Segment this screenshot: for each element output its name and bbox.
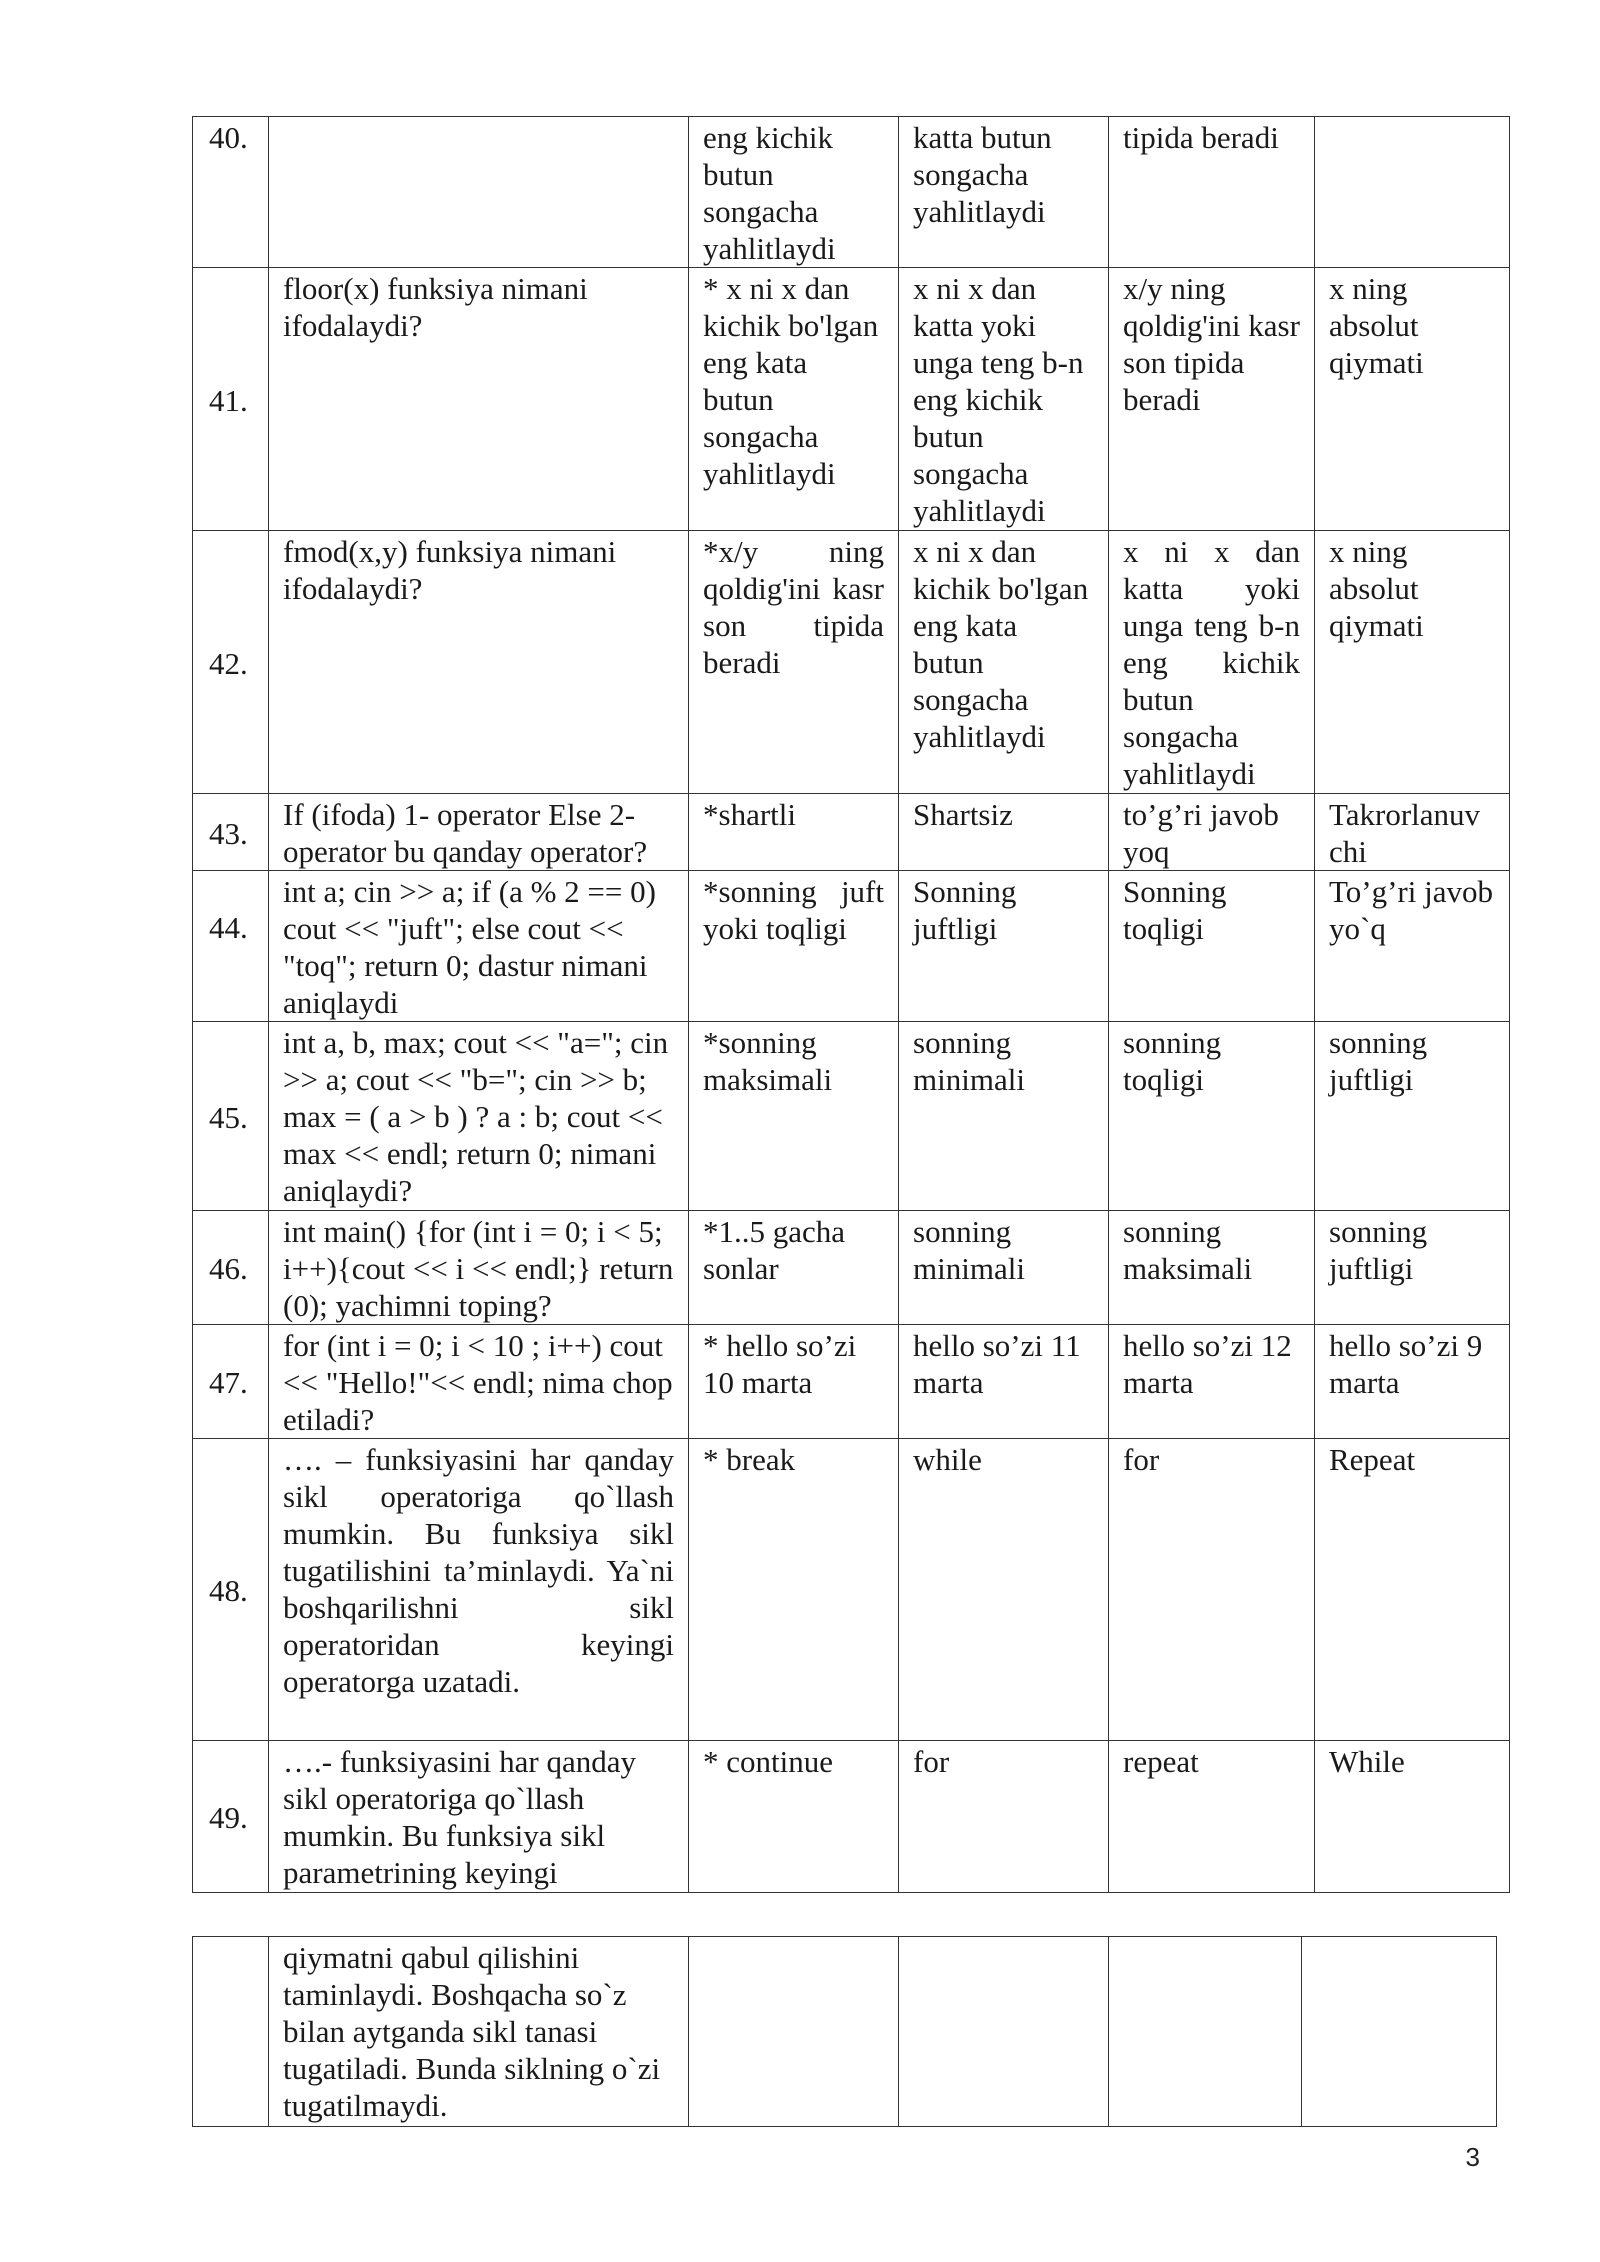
option-2-cell: katta butun songacha yahlitlaydi xyxy=(899,117,1109,268)
option-1-cell: * hello so’zi 10 marta xyxy=(689,1325,899,1439)
option-3-cell: hello so’zi 12 marta xyxy=(1109,1325,1315,1439)
question-cell: fmod(x,y) funksiya nimani ifodalaydi? xyxy=(269,531,689,794)
row-number: 49. xyxy=(193,1741,269,1893)
question-cell: If (ifoda) 1- operator Else 2- operator bu qanday operator? xyxy=(269,794,689,871)
page-number: 3 xyxy=(1465,2142,1480,2172)
option-3-cell: tipida beradi xyxy=(1109,117,1315,268)
option-2-cell xyxy=(899,1937,1109,2127)
option-4-cell: Takrorlanuv chi xyxy=(1315,794,1510,871)
question-cell: for (int i = 0; i < 10 ; i++) cout << "Hello!"<< endl; nima chop etiladi? xyxy=(269,1325,689,1439)
option-2-cell: sonning minimali xyxy=(899,1211,1109,1325)
table-row xyxy=(193,794,1510,871)
row-number: 42. xyxy=(193,531,269,794)
option-4-cell: Repeat xyxy=(1315,1439,1510,1741)
option-3-cell: for xyxy=(1109,1439,1315,1741)
option-3-cell: sonning toqligi xyxy=(1109,1022,1315,1211)
row-number xyxy=(193,1937,269,2127)
option-4-cell: sonning juftligi xyxy=(1315,1211,1510,1325)
question-cell: floor(x) funksiya nimani ifodalaydi? xyxy=(269,268,689,531)
table-row xyxy=(193,1439,1510,1741)
option-1-cell: * x ni x dan kichik bo'lgan eng kata butun songacha yahlitlaydi xyxy=(689,268,899,531)
question-cell xyxy=(269,117,689,268)
question-cell: int main() {for (int i = 0; i < 5; i++){cout << i << endl;} return (0); yachimni toping? xyxy=(269,1211,689,1325)
question-cell: int a, b, max; cout << "a="; cin >> a; cout << "b="; cin >> b; max = ( a > b ) ? a : b; cout << max << endl; return 0; nimani aniqlaydi? xyxy=(269,1022,689,1211)
option-4-cell xyxy=(1315,117,1510,268)
option-1-cell: *sonning juft yoki toqligi xyxy=(689,871,899,1022)
row-number: 41. xyxy=(193,268,269,531)
option-2-cell: sonning minimali xyxy=(899,1022,1109,1211)
option-4-cell: hello so’zi 9 marta xyxy=(1315,1325,1510,1439)
row-number: 43. xyxy=(193,794,269,871)
row-number: 46. xyxy=(193,1211,269,1325)
option-3-cell: to’g’ri javob yoq xyxy=(1109,794,1315,871)
row-number: 40. xyxy=(193,117,269,268)
option-3-cell: x ni x dan katta yoki unga teng b-n eng kichik butun songacha yahlitlaydi xyxy=(1109,531,1315,794)
option-3-cell: sonning maksimali xyxy=(1109,1211,1315,1325)
option-1-cell: *1..5 gacha sonlar xyxy=(689,1211,899,1325)
question-cell: ….- funksiyasini har qanday sikl operatoriga qo`llash mumkin. Bu funksiya sikl parametrining keyingi xyxy=(269,1741,689,1893)
option-3-cell xyxy=(1109,1937,1302,2127)
table-row xyxy=(193,1022,1510,1211)
option-2-cell: while xyxy=(899,1439,1109,1741)
option-2-cell: Shartsiz xyxy=(899,794,1109,871)
option-3-cell: x/y ning qoldig'ini kasr son tipida beradi xyxy=(1109,268,1315,531)
row-number: 47. xyxy=(193,1325,269,1439)
quiz-table xyxy=(192,116,1510,1893)
option-4-cell: While xyxy=(1315,1741,1510,1893)
option-4-cell: x ning absolut qiymati xyxy=(1315,531,1510,794)
table-row xyxy=(193,1325,1510,1439)
option-1-cell xyxy=(689,1937,899,2127)
row-number: 48. xyxy=(193,1439,269,1741)
option-1-cell: *sonning maksimali xyxy=(689,1022,899,1211)
option-1-cell: *shartli xyxy=(689,794,899,871)
table-row xyxy=(193,117,1510,268)
option-2-cell: for xyxy=(899,1741,1109,1893)
option-1-cell: * break xyxy=(689,1439,899,1741)
option-4-cell: sonning juftligi xyxy=(1315,1022,1510,1211)
option-2-cell: hello so’zi 11 marta xyxy=(899,1325,1109,1439)
option-2-cell: x ni x dan kichik bo'lgan eng kata butun songacha yahlitlaydi xyxy=(899,531,1109,794)
option-4-cell xyxy=(1302,1937,1497,2127)
option-4-cell: x ning absolut qiymati xyxy=(1315,268,1510,531)
question-cell: …. – funksiyasini har qanday sikl operatoriga qo`llash mumkin. Bu funksiya sikl tugatilishini ta’minlaydi. Ya`ni boshqarilishni sikl operatoridan keyingi operatorga uzatadi. xyxy=(269,1439,689,1741)
question-cell: int a; cin >> a; if (a % 2 == 0) cout << "juft"; else cout << "toq"; return 0; dastur nimani aniqlaydi xyxy=(269,871,689,1022)
question-cell: qiymatni qabul qilishini taminlaydi. Boshqacha so`z bilan aytganda sikl tanasi tugatiladi. Bunda siklning o`zi tugatilmaydi. xyxy=(269,1937,689,2127)
option-1-cell: * continue xyxy=(689,1741,899,1893)
table-row xyxy=(193,531,1510,794)
row-number: 45. xyxy=(193,1022,269,1211)
quiz-table-continuation xyxy=(192,1936,1497,2127)
option-1-cell: eng kichik butun songacha yahlitlaydi xyxy=(689,117,899,268)
option-4-cell: To’g’ri javob yo`q xyxy=(1315,871,1510,1022)
option-2-cell: x ni x dan katta yoki unga teng b-n eng kichik butun songacha yahlitlaydi xyxy=(899,268,1109,531)
table-row xyxy=(193,871,1510,1022)
option-3-cell: Sonning toqligi xyxy=(1109,871,1315,1022)
option-3-cell: repeat xyxy=(1109,1741,1315,1893)
option-1-cell: *x/y ning qoldig'ini kasr son tipida beradi xyxy=(689,531,899,794)
option-2-cell: Sonning juftligi xyxy=(899,871,1109,1022)
table-row xyxy=(193,1211,1510,1325)
table-row xyxy=(193,1937,1497,2127)
table-row xyxy=(193,268,1510,531)
row-number: 44. xyxy=(193,871,269,1022)
table-row xyxy=(193,1741,1510,1893)
